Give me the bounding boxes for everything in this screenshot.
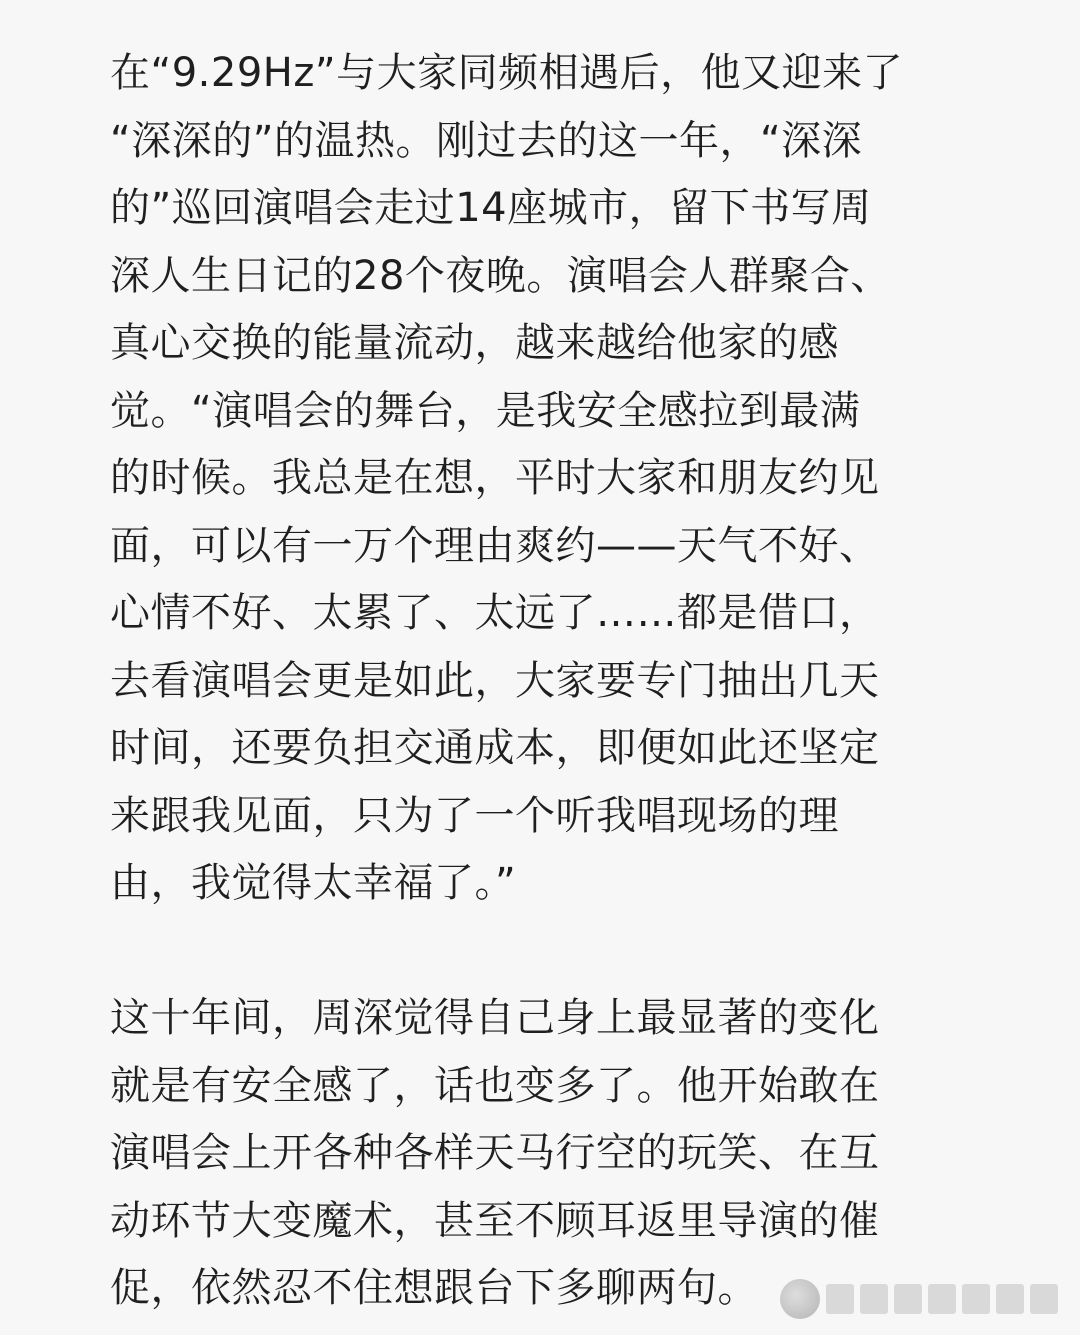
text-line: 由，我觉得太幸福了。”	[110, 860, 517, 906]
text-line: 的时候。我总是在想，平时大家和朋友约见	[110, 455, 880, 501]
paragraph-1	[110, 40, 980, 918]
watermark-glyph	[962, 1284, 990, 1314]
text-line: 促，依然忍不住想跟台下多聊两句。	[110, 1265, 758, 1311]
text-line: 这十年间，周深觉得自己身上最显著的变化	[110, 995, 880, 1041]
text-line: 在“9.29Hz”与大家同频相遇后，他又迎来了	[110, 50, 904, 96]
paragraph-spacer	[110, 918, 980, 986]
watermark-glyph	[894, 1284, 922, 1314]
watermark-glyph	[826, 1284, 854, 1314]
watermark-glyph	[928, 1284, 956, 1314]
text-line: 演唱会上开各种各样天马行空的玩笑、在互	[110, 1130, 880, 1176]
text-line: 就是有安全感了，话也变多了。他开始敢在	[110, 1062, 880, 1109]
text-line: 真心交换的能量流动，越来越给他家的感	[110, 320, 839, 366]
text-line: 来跟我见面，只为了一个听我唱现场的理	[110, 792, 839, 839]
text-line: 时间，还要负担交通成本，即便如此还坚定	[110, 725, 880, 771]
text-line: 觉。“演唱会的舞台，是我安全感拉到最满	[110, 387, 861, 434]
text-line: 心情不好、太累了、太远了……都是借口，	[110, 590, 880, 636]
text-line: 面，可以有一万个理由爽约——天气不好、	[110, 522, 880, 569]
watermark	[780, 1278, 1070, 1320]
text-line: “深深的”的温热。刚过去的这一年，“深深	[110, 117, 863, 164]
text-line: 去看演唱会更是如此，大家要专门抽出几天	[110, 657, 880, 704]
article-body	[110, 40, 980, 1323]
paragraph-2	[110, 985, 980, 1323]
text-line: 的”巡回演唱会走过14座城市，留下书写周	[110, 185, 872, 231]
text-line: 动环节大变魔术，甚至不顾耳返里导演的催	[110, 1197, 880, 1244]
watermark-glyph	[1030, 1284, 1058, 1314]
watermark-glyph	[996, 1284, 1024, 1314]
text-line: 深人生日记的28个夜晚。演唱会人群聚合、	[110, 252, 891, 299]
watermark-glyph	[860, 1284, 888, 1314]
watermark-logo-icon	[780, 1279, 820, 1319]
